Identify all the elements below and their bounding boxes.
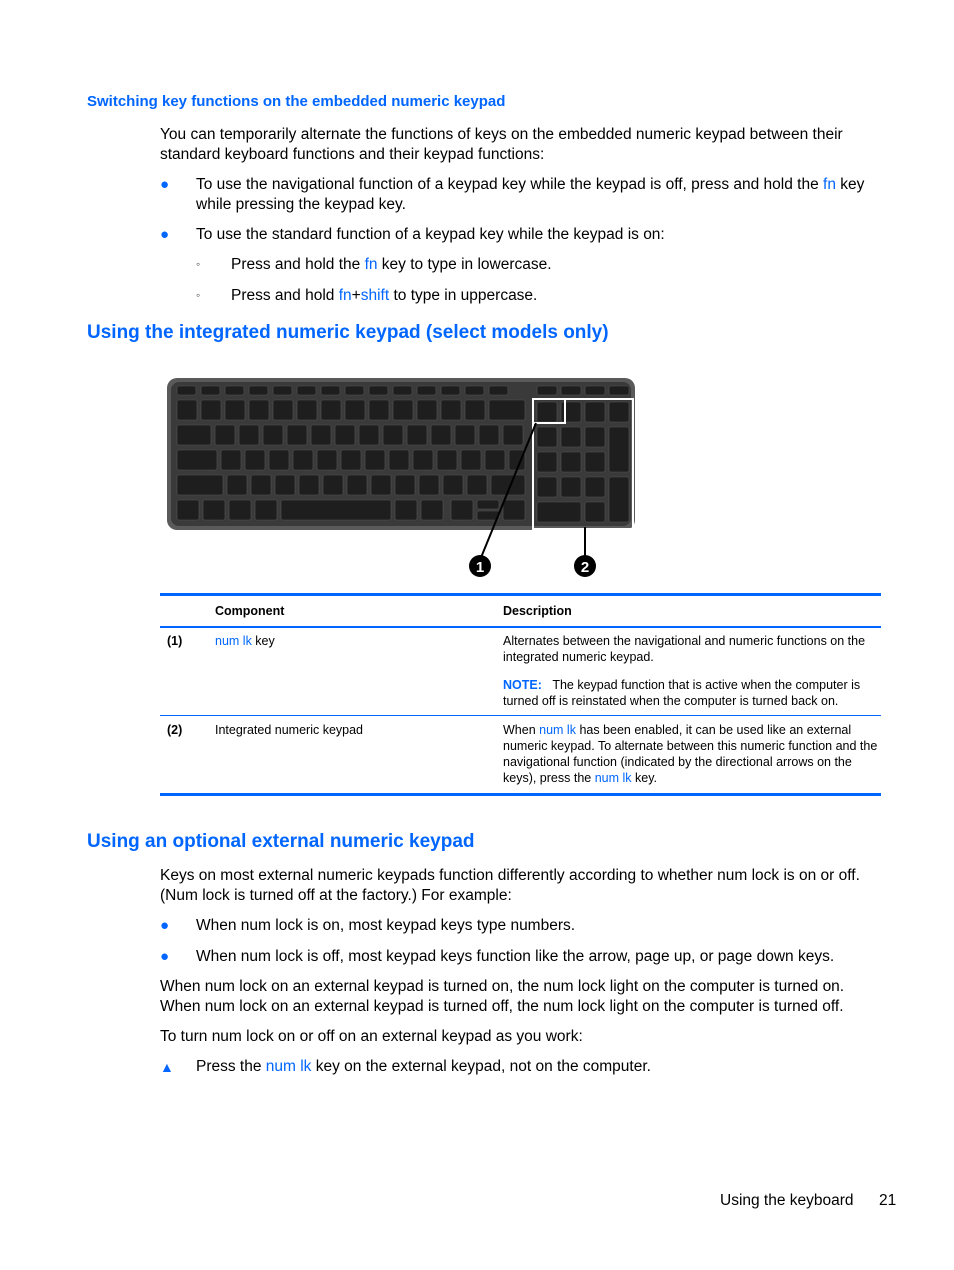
- step-triangle-icon: ▲: [160, 1059, 174, 1075]
- keyboard-key: [269, 450, 289, 470]
- keyboard-key: [177, 450, 217, 470]
- keyboard-key: [255, 500, 277, 520]
- keyboard-key: [537, 402, 557, 422]
- keyboard-key: [431, 425, 451, 445]
- keyboard-key: [477, 511, 499, 520]
- keyboard-key: [437, 450, 457, 470]
- keyboard-key: [263, 425, 283, 445]
- table-header-component: Component: [215, 604, 285, 618]
- table-header-description: Description: [503, 604, 572, 618]
- keyboard-key: [585, 502, 605, 522]
- keyboard-key: [341, 450, 361, 470]
- keyboard-key: [369, 400, 389, 420]
- turn-num-lock-paragraph: To turn num lock on or off on an external keypad as you work:: [160, 1028, 583, 1045]
- list-item-text: When num lock is on, most keypad keys type numbers.: [196, 917, 576, 934]
- keyboard-key: [609, 427, 629, 472]
- keyboard-key: [561, 427, 581, 447]
- keyboard-key: [323, 475, 343, 495]
- keyboard-key: [441, 386, 460, 395]
- keyboard-key: [421, 500, 443, 520]
- keyboard-key: [321, 386, 340, 395]
- keyboard-key: [345, 400, 365, 420]
- keyboard-key: [395, 500, 417, 520]
- keyboard-key: [177, 500, 199, 520]
- keyboard-key: [465, 386, 484, 395]
- keyboard-key: [365, 450, 385, 470]
- table-top-rule: [160, 593, 881, 596]
- sub-bullet-icon: ◦: [196, 257, 201, 271]
- keyboard-key: [281, 500, 391, 520]
- section-heading-switching: Switching key functions on the embedded numeric keypad: [87, 93, 506, 110]
- keyboard-key: [477, 500, 499, 509]
- keyboard-key: [609, 402, 629, 422]
- keyboard-key: [389, 450, 409, 470]
- keyboard-key: [321, 400, 341, 420]
- keyboard-key: [561, 386, 581, 395]
- keyboard-key: [537, 502, 581, 522]
- keyboard-key: [215, 425, 235, 445]
- keyboard-key: [585, 452, 605, 472]
- keyboard-key: [225, 400, 245, 420]
- keyboard-image: [165, 375, 637, 585]
- list-item-text: When num lock is off, most keypad keys function like the arrow, page up, or page down keys.: [196, 948, 835, 965]
- keyboard-key: [201, 386, 220, 395]
- keyboard-key: [485, 450, 505, 470]
- keyboard-key: [311, 425, 331, 445]
- keyboard-key: [489, 386, 508, 395]
- num-lk-key-ref: num lk: [215, 634, 252, 648]
- keyboard-key: [251, 475, 271, 495]
- num-lock-light-paragraph: When num lock on an external keypad is turned on, the num lock light on the computer is turned on. When num lock on an external keypad is turned off, the num lock light on the computer is turned off.: [160, 978, 845, 1015]
- keyboard-key: [345, 386, 364, 395]
- table-row-number: (2): [167, 723, 183, 737]
- intro-paragraph: You can temporarily alternate the functions of keys on the embedded numeric keypad between their standard keyboard functions and their keypad functions:: [160, 126, 843, 163]
- table-header-rule: [160, 626, 881, 628]
- keyboard-key: [369, 386, 388, 395]
- keyboard-key: [335, 425, 355, 445]
- callout-2-label: 2: [580, 559, 590, 576]
- table-row-description: Alternates between the navigational and numeric functions on the integrated numeric keypad.: [503, 634, 866, 664]
- num-lk-key-ref: num lk: [594, 771, 632, 785]
- bullet-icon: ●: [160, 948, 170, 965]
- shift-key-ref: shift: [360, 287, 390, 304]
- keyboard-key: [419, 475, 439, 495]
- keyboard-key: [245, 450, 265, 470]
- keyboard-key: [537, 452, 557, 472]
- fn-key-ref: fn: [364, 256, 378, 273]
- page-number: 21: [879, 1192, 897, 1209]
- keyboard-key: [221, 450, 241, 470]
- keyboard-key: [297, 386, 316, 395]
- section-heading-integrated-keypad: Using the integrated numeric keypad (select models only): [87, 322, 609, 343]
- keyboard-key: [201, 400, 221, 420]
- keyboard-key: [561, 477, 581, 497]
- fn-key-ref: fn: [338, 287, 352, 304]
- keyboard-key: [393, 386, 412, 395]
- keyboard-key: [239, 425, 259, 445]
- keyboard-key: [489, 400, 525, 420]
- keyboard-key: [177, 475, 223, 495]
- keyboard-key: [317, 450, 337, 470]
- keyboard-key: [177, 425, 211, 445]
- sub-bullet-icon: ◦: [196, 288, 201, 302]
- callout-1-label: 1: [475, 559, 485, 576]
- keyboard-key: [585, 477, 605, 497]
- num-lk-key-ref: num lk: [265, 1058, 312, 1075]
- keyboard-key: [249, 400, 269, 420]
- keyboard-key: [441, 400, 461, 420]
- keyboard-key: [273, 386, 292, 395]
- keyboard-key: [455, 425, 475, 445]
- keyboard-key: [537, 477, 557, 497]
- bullet-icon: ●: [160, 917, 170, 934]
- keyboard-key: [287, 425, 307, 445]
- keyboard-key: [417, 400, 437, 420]
- bullet-icon: ●: [160, 176, 170, 193]
- keyboard-key: [479, 425, 499, 445]
- keyboard-key: [413, 450, 433, 470]
- list-item-text: To use the navigational function of a keypad key while the keypad is off, press and hold the fn key while pressing the keypad key.: [196, 176, 865, 213]
- keyboard-key: [451, 500, 473, 520]
- keyboard-key: [177, 386, 196, 395]
- keyboard-key: [609, 386, 629, 395]
- keyboard-key: [371, 475, 391, 495]
- bullet-icon: ●: [160, 226, 170, 243]
- keyboard-key: [293, 450, 313, 470]
- keyboard-key: [297, 400, 317, 420]
- list-item-text: To use the standard function of a keypad key while the keypad is on:: [196, 226, 665, 243]
- table-row-description: When num lk has been enabled, it can be used like an external numeric keypad. To alternate between this numeric function and the navigational function (indicated by the directional arrows on the keys), press the num lk key.: [503, 723, 878, 785]
- keyboard-key: [225, 386, 244, 395]
- keyboard-key: [347, 475, 367, 495]
- keyboard-key: [229, 500, 251, 520]
- table-row-component: num lk key: [215, 634, 275, 648]
- keyboard-key: [443, 475, 463, 495]
- keyboard-key: [359, 425, 379, 445]
- external-intro-paragraph: Keys on most external numeric keypads function differently according to whether num lock is on or off. (Num lock is turned off at the factory.) For example:: [160, 867, 860, 904]
- keyboard-key: [537, 427, 557, 447]
- fn-key-ref: fn: [823, 176, 836, 193]
- keyboard-key: [273, 400, 293, 420]
- keyboard-key: [461, 450, 481, 470]
- keyboard-key: [585, 427, 605, 447]
- keyboard-key: [393, 400, 413, 420]
- keyboard-key: [503, 500, 525, 520]
- keyboard-key: [537, 386, 557, 395]
- keyboard-key: [299, 475, 319, 495]
- table-row-component: Integrated numeric keypad: [215, 723, 364, 737]
- num-lk-key-ref: num lk: [539, 723, 576, 737]
- section-heading-external-keypad: Using an optional external numeric keypad: [87, 831, 475, 852]
- keyboard-key: [177, 400, 197, 420]
- keyboard-key: [585, 386, 605, 395]
- note-label: NOTE:: [503, 678, 542, 692]
- keyboard-key: [561, 452, 581, 472]
- keyboard-key: [395, 475, 415, 495]
- table-row-number: (1): [167, 634, 183, 648]
- keyboard-key: [465, 400, 485, 420]
- keyboard-key: [609, 477, 629, 522]
- keyboard-key: [503, 425, 523, 445]
- keyboard-key: [203, 500, 225, 520]
- keyboard-key: [407, 425, 427, 445]
- keyboard-key: [383, 425, 403, 445]
- table-bottom-rule: [160, 793, 881, 796]
- keyboard-key: [467, 475, 487, 495]
- footer-chapter-label: Using the keyboard: [720, 1192, 854, 1209]
- keyboard-key: [249, 386, 268, 395]
- table-row-note: NOTE: The keypad function that is active when the computer is turned off is reinstated when the computer is turned back on.: [503, 678, 861, 708]
- keyboard-key: [585, 402, 605, 422]
- keyboard-illustration: [165, 375, 637, 585]
- keyboard-key: [417, 386, 436, 395]
- keyboard-key: [227, 475, 247, 495]
- table-row-rule: [160, 715, 881, 716]
- keyboard-key: [275, 475, 295, 495]
